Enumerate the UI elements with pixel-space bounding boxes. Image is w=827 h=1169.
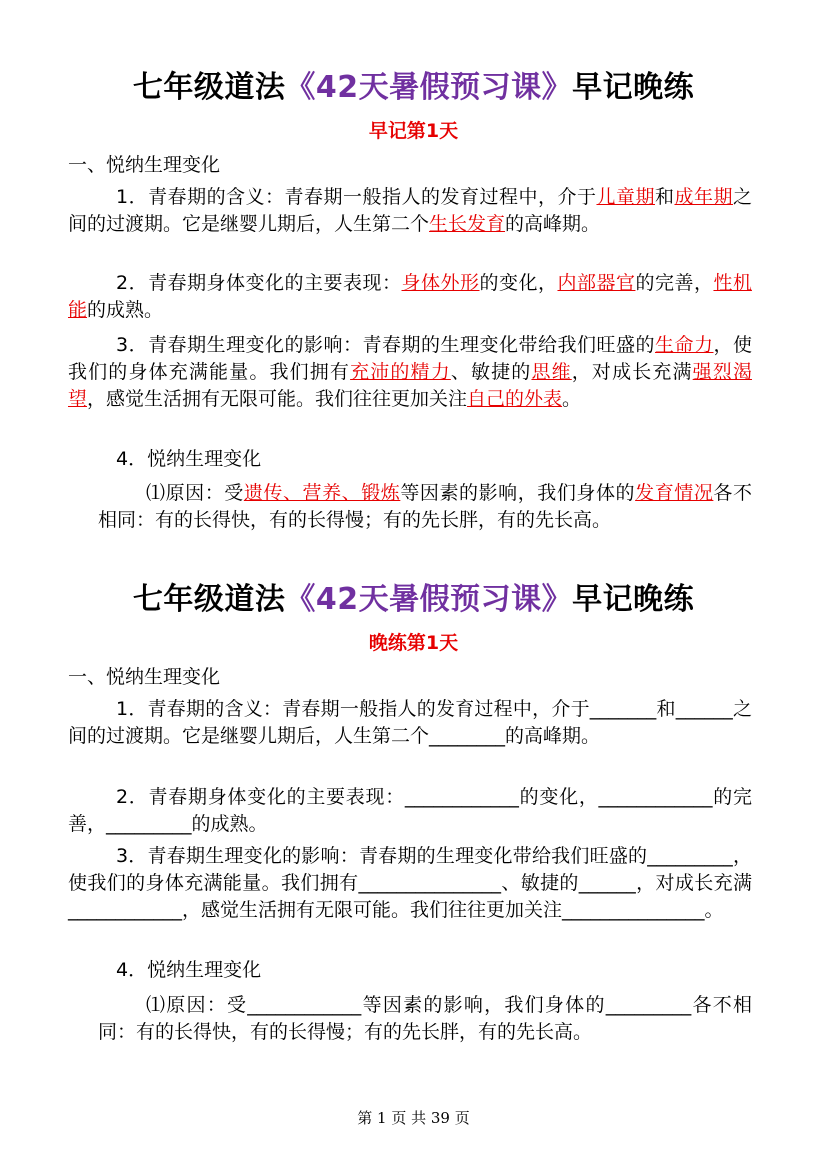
text: ⑴原因：受: [146, 482, 244, 504]
day-subtitle-1: 早记第1天: [368, 120, 459, 142]
text: 之间的过渡期。它是继婴儿期后，人生第二个: [68, 186, 752, 235]
text: 的高峰期。: [505, 213, 601, 235]
answer: 儿童期: [596, 186, 655, 208]
paragraph-1: [68, 184, 752, 238]
paragraph-3: [68, 332, 752, 413]
text: 、敏捷的: [450, 361, 532, 383]
title-suffix: 早记晚练: [572, 70, 695, 105]
text: 等因素的影响，我们身体的: [400, 482, 636, 504]
text: ，对成长充满: [571, 361, 693, 383]
section-heading-2: 一、悦纳生理变化: [68, 666, 221, 688]
text: 的完善，: [635, 272, 714, 294]
paragraph-5: [98, 480, 752, 534]
text: ，使我们的身体充满能量。我们拥有: [68, 334, 752, 383]
exercise-paragraph-5: ⑴原因：受____________等因素的影响，我们身体的_________各不相同：有的长得快，有的长得慢；有的先长胖，有的先长高。: [98, 994, 752, 1043]
page-title-2: [0, 574, 827, 618]
day-subtitle-2: 晚练第1天: [368, 632, 459, 654]
title-suffix: 早记晚练: [572, 582, 695, 617]
section-heading-1: 一、悦纳生理变化: [68, 154, 221, 176]
answer: 发育情况: [635, 482, 714, 504]
answer: 生长发育: [429, 213, 506, 235]
answer: 成年期: [674, 186, 733, 208]
title-prefix: 七年级道法: [132, 70, 286, 105]
text: ，感觉生活拥有无限可能。我们往往更加关注: [87, 388, 468, 410]
page-title-1: [0, 62, 827, 106]
exercise-paragraph-2: 2．青春期身体变化的主要表现：____________的变化，____________的完善，_________的成熟。: [68, 786, 752, 835]
answer: 内部器官: [557, 272, 636, 294]
text: 1．青春期的含义：青春期一般指人的发育过程中，介于: [116, 186, 597, 208]
text: 的变化，: [479, 272, 558, 294]
answer: 思维: [531, 361, 572, 383]
answer: 充沛的精力: [350, 361, 451, 383]
page-footer: 第 1 页 共 39 页: [357, 1109, 470, 1127]
answer: 性机能: [68, 272, 752, 321]
answer: 身体外形: [401, 272, 480, 294]
answer: 生命力: [654, 334, 714, 356]
paragraph-2: [68, 270, 752, 324]
exercise-paragraph-1: 1．青春期的含义：青春期一般指人的发育过程中，介于_______和______之间的过渡期。它是继婴儿期后，人生第二个________的高峰期。: [68, 698, 752, 747]
title-prefix: 七年级道法: [132, 582, 286, 617]
text: 各不相同：有的长得快，有的长得慢；有的先长胖，有的先长高。: [98, 482, 752, 531]
title-highlight: 《42天暑假预习课》: [285, 582, 573, 617]
text: 3．青春期生理变化的影响：青春期的生理变化带给我们旺盛的: [116, 334, 655, 356]
paragraph-4: 4．悦纳生理变化: [116, 448, 262, 470]
exercise-paragraph-4: 4．悦纳生理变化: [116, 959, 262, 981]
exercise-paragraph-3: 3．青春期生理变化的影响：青春期的生理变化带给我们旺盛的_________，使我们的身体充满能量。我们拥有_______________、敏捷的______，对成长充满____________，感觉生活拥有无限可能。我们往往更加关注_______________。: [68, 845, 752, 921]
answer: 强烈渴望: [68, 361, 752, 410]
answer: 遗传、营养、锻炼: [243, 482, 401, 504]
text: 的成熟。: [87, 299, 164, 321]
text: 2．青春期身体变化的主要表现：: [116, 272, 402, 294]
text: 和: [654, 186, 675, 208]
answer: 自己的外表: [467, 388, 563, 410]
title-highlight: 《42天暑假预习课》: [285, 70, 573, 105]
text: 。: [562, 388, 582, 410]
